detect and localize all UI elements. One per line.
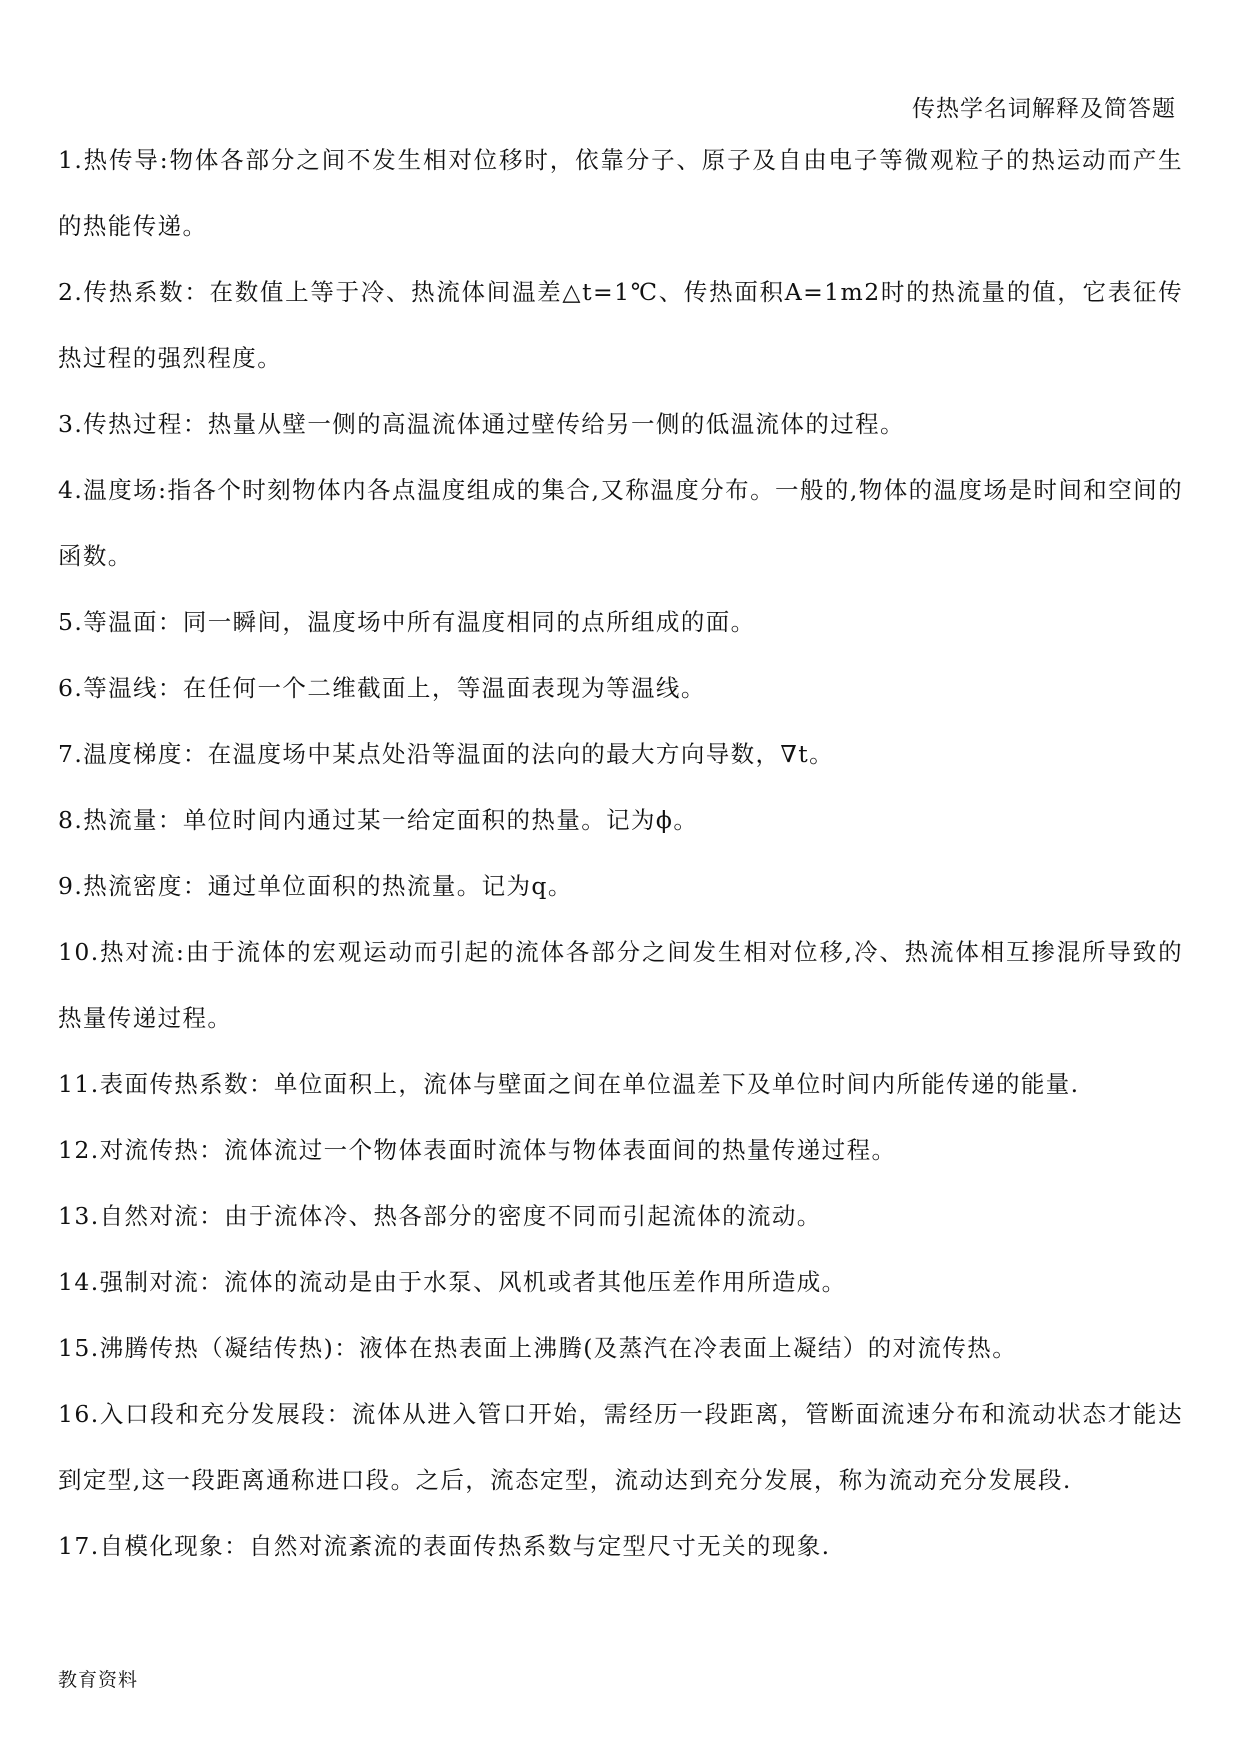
definition-item: 4.温度场:指各个时刻物体内各点温度组成的集合,又称温度分布。一般的,物体的温度场是时间和空间的函数。 <box>58 476 1183 570</box>
definition-item: 12.对流传热：流体流过一个物体表面时流体与物体表面间的热量传递过程。 <box>58 1136 897 1164</box>
running-header: 传热学名词解释及简答题 <box>912 96 1176 122</box>
definition-item: 9.热流密度：通过单位面积的热流量。记为q。 <box>58 872 573 900</box>
definition-item: 14.强制对流：流体的流动是由于水泵、风机或者其他压差作用所造成。 <box>58 1268 847 1296</box>
definition-item: 17.自模化现象：自然对流紊流的表面传热系数与定型尺寸无关的现象. <box>58 1532 831 1560</box>
definition-item: 16.入口段和充分发展段：流体从进入管口开始，需经历一段距离，管断面流速分布和流动状态才能达到定型,这一段距离通称进口段。之后，流态定型，流动达到充分发展，称为流动充分发展段. <box>58 1400 1183 1494</box>
definition-item: 13.自然对流：由于流体冷、热各部分的密度不同而引起流体的流动。 <box>58 1202 822 1230</box>
definition-item: 15.沸腾传热（凝结传热)：液体在热表面上沸腾(及蒸汽在冷表面上凝结）的对流传热。 <box>58 1334 1018 1362</box>
definition-item: 7.温度梯度：在温度场中某点处沿等温面的法向的最大方向导数，∇t。 <box>58 740 834 768</box>
definition-item: 11.表面传热系数：单位面积上，流体与壁面之间在单位温差下及单位时间内所能传递的能量. <box>58 1070 1080 1098</box>
definition-item: 6.等温线：在任何一个二维截面上，等温面表现为等温线。 <box>58 674 706 702</box>
definition-item: 3.传热过程：热量从壁一侧的高温流体通过壁传给另一侧的低温流体的过程。 <box>58 410 905 438</box>
definition-item: 10.热对流:由于流体的宏观运动而引起的流体各部分之间发生相对位移,冷、热流体相互掺混所导致的热量传递过程。 <box>58 938 1183 1032</box>
definition-list <box>58 127 1183 1579</box>
definition-item: 2.传热系数：在数值上等于冷、热流体间温差△t=1℃、传热面积A=1m2时的热流量的值，它表征传热过程的强烈程度。 <box>58 278 1183 372</box>
footer-label: 教育资料 <box>58 1669 139 1691</box>
definition-item: 1.热传导:物体各部分之间不发生相对位移时，依靠分子、原子及自由电子等微观粒子的热运动而产生的热能传递。 <box>58 146 1183 240</box>
definition-item: 5.等温面：同一瞬间，温度场中所有温度相同的点所组成的面。 <box>58 608 756 636</box>
definition-item: 8.热流量：单位时间内通过某一给定面积的热量。记为ϕ。 <box>58 806 699 834</box>
